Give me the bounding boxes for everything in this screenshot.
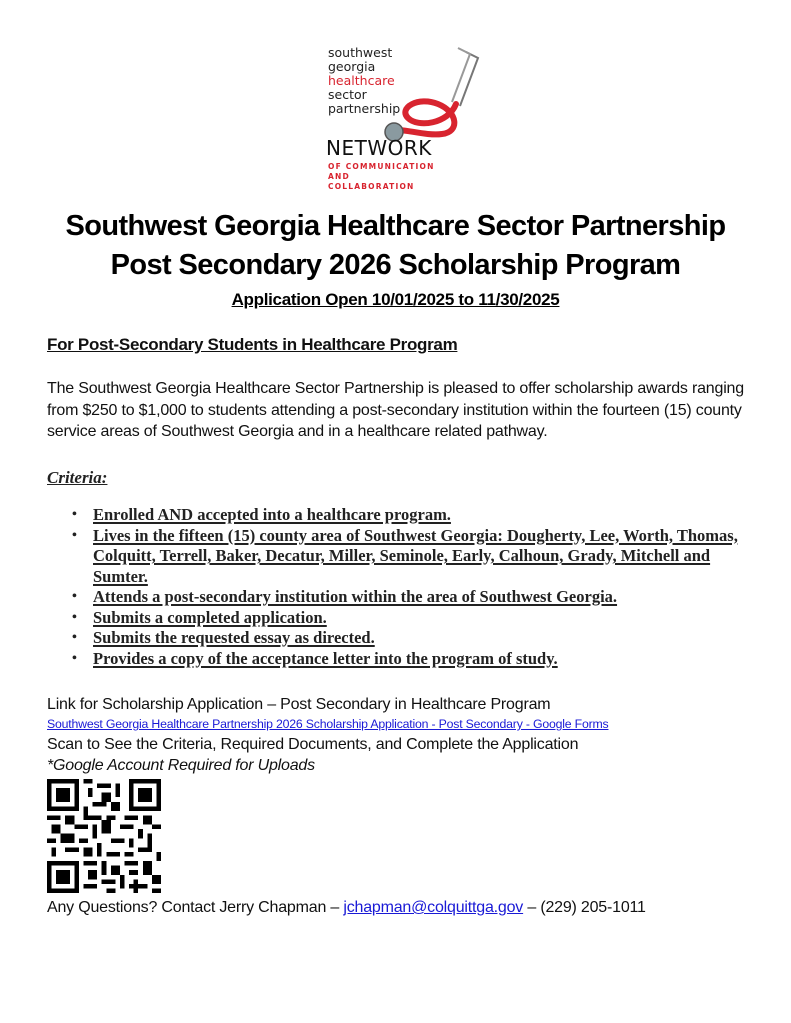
contact-email-link[interactable]: jchapman@colquittga.gov bbox=[343, 899, 524, 916]
logo-line: partnership bbox=[328, 101, 401, 116]
logo-line: georgia bbox=[328, 59, 376, 74]
bullet-icon: • bbox=[72, 630, 77, 645]
logo-wordmark bbox=[328, 46, 400, 116]
qr-code-icon[interactable] bbox=[47, 779, 161, 893]
list-item bbox=[72, 648, 743, 670]
logo-line: sector bbox=[328, 87, 367, 102]
list-item bbox=[72, 505, 743, 526]
organization-logo bbox=[318, 44, 488, 194]
scan-instructions: Scan to See the Criteria, Required Documents, and Complete the Application bbox=[47, 736, 579, 753]
criteria-text: Submits a completed application. bbox=[93, 607, 327, 627]
bullet-icon: • bbox=[72, 609, 77, 625]
logo-tagline-line: COLLABORATION bbox=[328, 182, 415, 191]
criteria-text: Provides a copy of the acceptance letter into the program of study. bbox=[93, 648, 558, 668]
bullet-icon: • bbox=[72, 527, 77, 543]
logo-line: southwest bbox=[328, 45, 393, 60]
criteria-text: Attends a post-secondary institution within the area of Southwest Georgia. bbox=[93, 587, 618, 606]
page-title: Southwest Georgia Healthcare Sector Partnership bbox=[65, 210, 726, 242]
bullet-icon: • bbox=[72, 589, 77, 604]
criteria-text: Lives in the fifteen (15) county area of Southwest Georgia: Dougherty, Lee, Worth, Thomas, Colquitt, Terrell, Baker, Decatur, Miller, Seminole, Early, Calhoun, Grady, Mitchell and Sumter. bbox=[93, 525, 738, 586]
logo-tagline-line: OF COMMUNICATION bbox=[328, 162, 435, 171]
application-form-link[interactable]: Southwest Georgia Healthcare Partnership 2026 Scholarship Application - Post Secondary - Google Forms bbox=[47, 717, 609, 731]
bullet-icon: • bbox=[72, 650, 77, 666]
criteria-text: Enrolled AND accepted into a healthcare program. bbox=[93, 505, 451, 524]
contact-line bbox=[47, 899, 646, 917]
list-item bbox=[72, 628, 743, 649]
bullet-icon: • bbox=[72, 507, 77, 522]
criteria-label: Criteria: bbox=[47, 468, 108, 487]
google-account-note: *Google Account Required for Uploads bbox=[47, 757, 315, 774]
application-link-heading: Link for Scholarship Application – Post Secondary in Healthcare Program bbox=[47, 696, 551, 713]
page-subtitle: Post Secondary 2026 Scholarship Program bbox=[110, 249, 681, 281]
section-heading: For Post-Secondary Students in Healthcare Program bbox=[47, 335, 458, 354]
contact-prefix: Any Questions? Contact Jerry Chapman – bbox=[47, 899, 344, 916]
list-item bbox=[72, 587, 743, 608]
intro-paragraph: The Southwest Georgia Healthcare Sector Partnership is pleased to offer scholarship awards ranging from $250 to $1,000 to students attending a post-secondary institution within the fourteen (15) county service areas of Southwest Georgia and in a healthcare related pathway. bbox=[47, 380, 744, 440]
application-dates: Application Open 10/01/2025 to 11/30/2025 bbox=[231, 290, 560, 309]
logo-tagline-line: AND bbox=[328, 172, 350, 181]
logo-line: healthcare bbox=[328, 73, 395, 88]
criteria-list bbox=[70, 505, 743, 669]
criteria-text: Submits the requested essay as directed. bbox=[93, 628, 375, 647]
logo-network: NETWORK bbox=[326, 136, 432, 160]
contact-phone: – (229) 205-1011 bbox=[523, 899, 646, 916]
logo-tagline bbox=[328, 162, 435, 192]
list-item bbox=[72, 607, 743, 629]
list-item bbox=[72, 525, 743, 588]
